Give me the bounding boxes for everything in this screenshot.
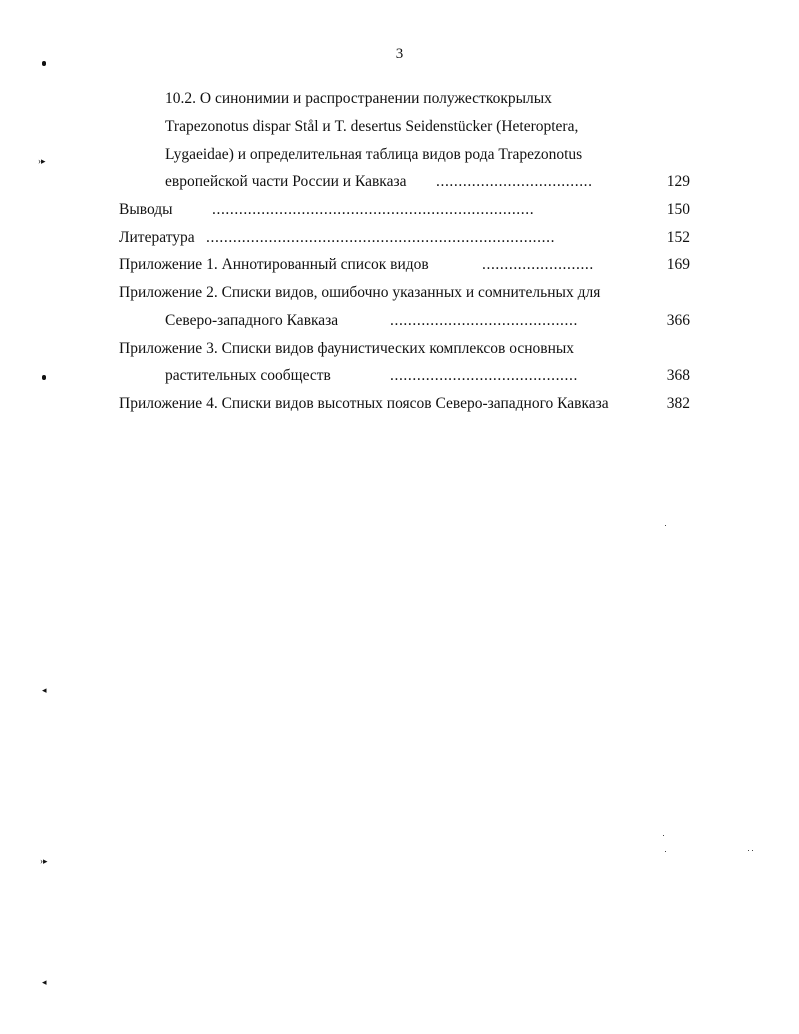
scan-mark [42, 61, 46, 66]
scan-speck [748, 850, 749, 851]
scan-speck [665, 851, 666, 852]
toc-entry-appendix-1-page: 169 [666, 256, 690, 273]
toc-entry-10-2-line-3: Lygaeidae) и определительная таблица видов рода Trapezonotus [165, 146, 583, 163]
toc-entry-10-2-leader: ................................... [436, 173, 593, 190]
toc-entry-10-2-line-2: Trapezonotus dispar Stål и T. desertus Seidenstücker (Heteroptera, [165, 118, 579, 135]
toc-entry-literature-label: Литература [119, 229, 195, 246]
toc-entry-literature-page: 152 [666, 229, 690, 246]
scan-speck [663, 835, 664, 836]
page-number: 3 [395, 46, 404, 62]
scan-speck [665, 525, 666, 526]
toc-entry-appendix-2-leader: .......................................... [390, 312, 578, 329]
scan-mark-arrow-icon: ›▸ [38, 156, 46, 166]
toc-entry-appendix-2-page: 366 [666, 312, 690, 329]
toc-entry-appendix-3-line-2: растительных сообществ [165, 367, 331, 384]
toc-entry-conclusions-leader: ........................................................................ [212, 201, 535, 218]
scan-mark-arrow-icon: ◂ [42, 977, 47, 987]
toc-entry-appendix-2-line-1: Приложение 2. Списки видов, ошибочно указанных и сомнительных для [119, 284, 601, 301]
toc-entry-conclusions-page: 150 [666, 201, 690, 218]
scan-speck [752, 850, 753, 851]
toc-entry-literature-leader: .............................................................................. [206, 229, 556, 246]
toc-entry-appendix-4-page: 382 [666, 395, 690, 412]
toc-entry-appendix-3-leader: .......................................... [390, 367, 578, 384]
toc-entry-appendix-3-line-1: Приложение 3. Списки видов фаунистических комплексов основных [119, 340, 575, 357]
toc-entry-10-2-line-4: европейской части России и Кавказа [165, 173, 407, 190]
toc-entry-appendix-4-label: Приложение 4. Списки видов высотных поясов Северо-западного Кавказа [119, 395, 609, 412]
toc-entry-appendix-1-label: Приложение 1. Аннотированный список видов [119, 256, 429, 273]
toc-entry-appendix-2-line-2: Северо-западного Кавказа [165, 312, 339, 329]
toc-entry-appendix-1-leader: ......................... [482, 256, 594, 273]
scan-mark-arrow-icon: ›▸ [40, 856, 48, 866]
toc-entry-appendix-3-page: 368 [666, 367, 690, 384]
toc-entry-conclusions-label: Выводы [119, 201, 173, 218]
toc-entry-10-2-page: 129 [666, 173, 690, 190]
scan-mark [42, 375, 46, 380]
scan-mark-arrow-icon: ◂ [42, 685, 47, 695]
toc-entry-10-2-line-1: 10.2. О синонимии и распространении полужесткокрылых [165, 90, 552, 107]
